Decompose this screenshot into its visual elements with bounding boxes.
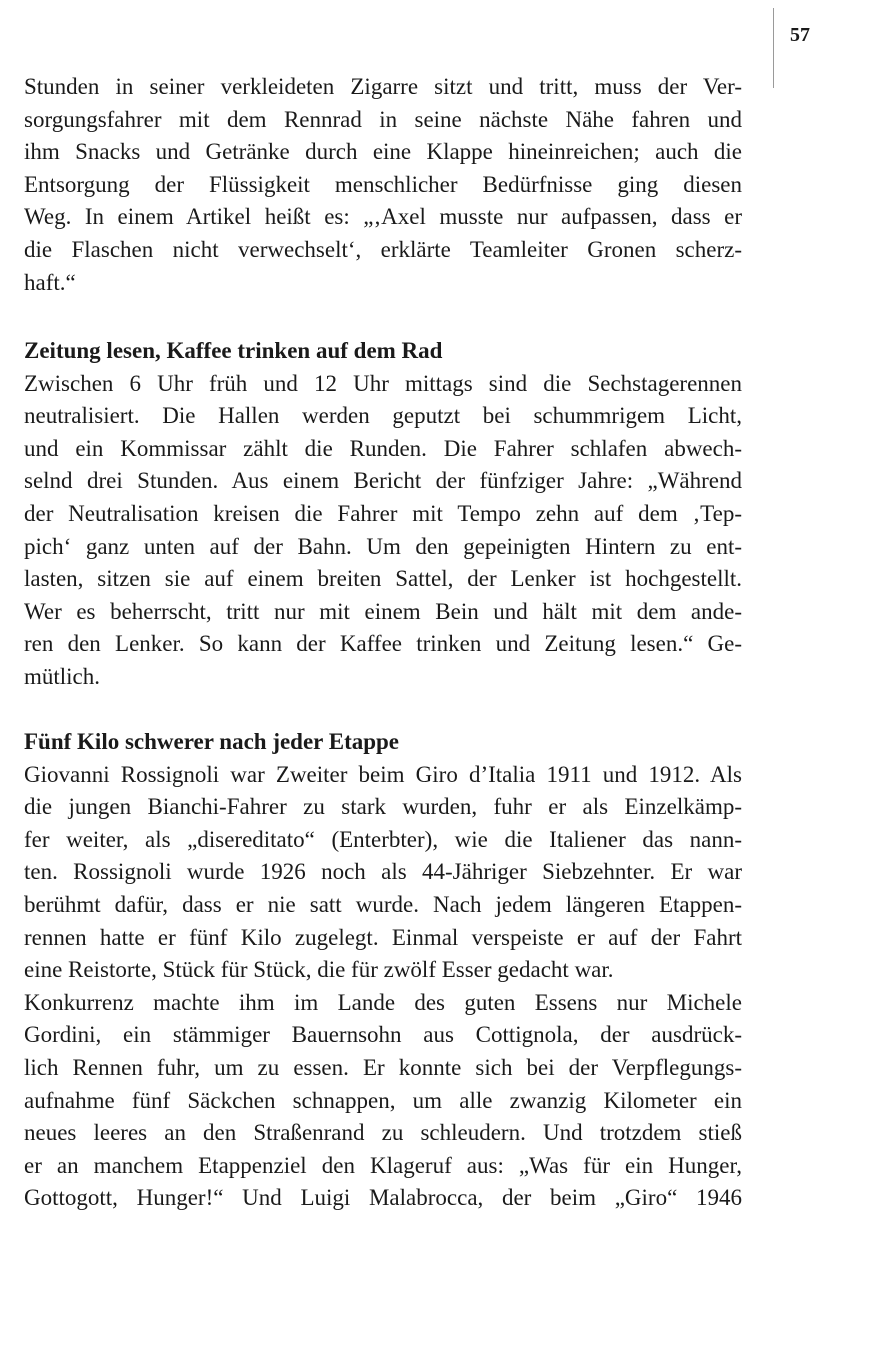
text-line: Konkurrenz machte ihm im Lande des guten Essens nur Michele [24,989,742,1015]
text-line: sorgungsfahrer mit dem Rennrad in seine nächste Nähe fahren und [24,106,742,132]
section-fuenf-kilo [24,726,742,1215]
text-line: lasten, sitzen sie auf einem breiten Sattel, der Lenker ist hochgestellt. [24,566,742,592]
text-line: neutralisiert. Die Hallen werden geputzt bei schummrigem Licht, [24,403,742,429]
text-line: mütlich. [24,663,101,689]
text-line: aufnahme fünf Säckchen schnappen, um alle zwanzig Kilometer ein [24,1087,742,1113]
text-line: die Flaschen nicht verwechselt‘, erklärte Teamleiter Gronen scherz- [24,236,742,262]
text-line: Weg. In einem Artikel heißt es: „‚Axel musste nur aufpassen, dass er [24,204,742,230]
text-line: Wer es beherrscht, tritt nur mit einem Bein und hält mit dem ande- [24,598,742,624]
text-line: Stunden in seiner verkleideten Zigarre sitzt und tritt, muss der Ver- [24,74,742,99]
text-line: Zwischen 6 Uhr früh und 12 Uhr mittags sind die Sechstagerennen [24,370,742,396]
text-line: Giovanni Rossignoli war Zweiter beim Giro d’Italia 1911 und 1912. Als [24,761,742,787]
text-line: der Neutralisation kreisen die Fahrer mit Tempo zehn auf dem ‚Tep- [24,500,742,526]
intro-paragraph [24,71,742,299]
text-line: eine Reistorte, Stück für Stück, die für zwölf Esser gedacht war. [24,957,614,983]
text-line: selnd drei Stunden. Aus einem Bericht der fünfziger Jahre: „Während [24,468,742,494]
text-line: und ein Kommissar zählt die Runden. Die Fahrer schlafen abwech- [24,435,742,461]
text-line: rennen hatte er fünf Kilo zugelegt. Einmal verspeiste er auf der Fahrt [24,924,742,950]
text-line: die jungen Bianchi-Fahrer zu stark wurden, fuhr er als Einzelkämp- [24,794,742,820]
text-line: fer weiter, als „disereditato“ (Enterbter), wie die Italiener das nann- [24,826,742,852]
text-line: berühmt dafür, dass er nie satt wurde. Nach jedem längeren Etappen- [24,891,742,917]
section-heading: Zeitung lesen, Kaffee trinken auf dem Rad [24,338,443,363]
header-rule [773,8,774,88]
text-line: ren den Lenker. So kann der Kaffee trinken und Zeitung lesen.“ Ge- [24,631,742,657]
page-number: 57 [790,24,810,46]
text-line: haft.“ [24,269,76,295]
text-line: lich Rennen fuhr, um zu essen. Er konnte sich bei der Verpflegungs- [24,1054,742,1080]
text-line: Entsorgung der Flüssigkeit menschlicher Bedürfnisse ging diesen [24,171,742,197]
text-line: ihm Snacks und Getränke durch eine Klappe hineinreichen; auch die [24,139,742,165]
text-line: Gottogott, Hunger!“ Und Luigi Malabrocca, der beim „Giro“ 1946 [24,1185,742,1211]
section-zeitung [24,335,742,694]
text-line: Gordini, ein stämmiger Bauernsohn aus Cottignola, der ausdrück- [24,1022,742,1048]
text-line: pich‘ ganz unten auf der Bahn. Um den gepeinigten Hintern zu ent- [24,533,742,559]
section-heading: Fünf Kilo schwerer nach jeder Etappe [24,729,400,754]
text-line: neues leeres an den Straßenrand zu schleudern. Und trotzdem stieß [24,1120,742,1146]
text-line: ten. Rossignoli wurde 1926 noch als 44-Jähriger Siebzehnter. Er war [24,859,742,885]
text-line: er an manchem Etappenziel den Klageruf aus: „Was für ein Hunger, [24,1152,742,1178]
